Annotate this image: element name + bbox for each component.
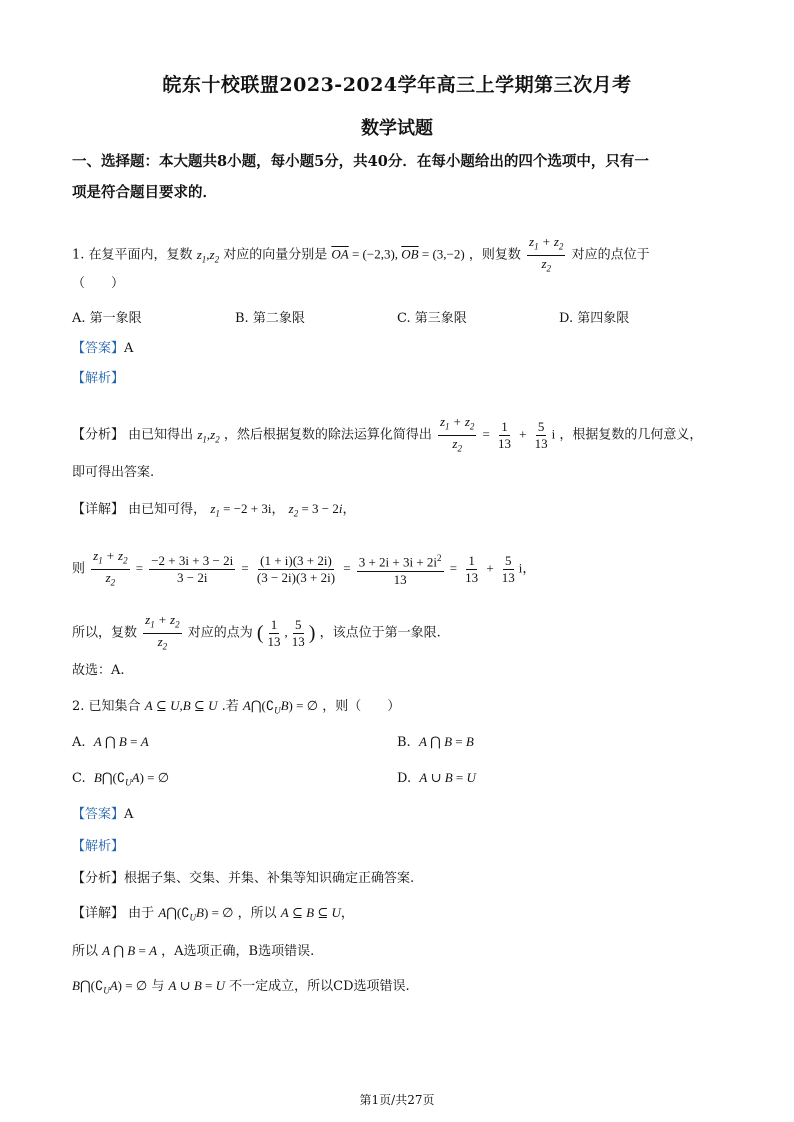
q2-text-c: ，则（ ）: [322, 699, 401, 714]
q1-stem: [72, 234, 650, 276]
detail-text-b: ，所以: [237, 906, 277, 921]
q1-z1z2: $z_1,z_2$: [196, 246, 220, 265]
calc-frac-2: $\frac{-2 + 3i + 3 - 2i}{3 - 2i}$: [151, 552, 234, 585]
fenxi-text-a: 由已知得出: [128, 427, 194, 443]
q2-fenxi: [72, 870, 414, 888]
page-footer: 第1页/共27页: [359, 1093, 435, 1107]
q2-condition: $A⋂(∁_UB)$ = ∅: [242, 698, 319, 716]
q1-text-c: ，则复数: [468, 247, 521, 263]
point-x: $\frac{1}{13}$: [267, 616, 281, 649]
q2-detail: 【详解】 由于 $A⋂(∁_UB)$ = ∅ ，所以 A ⊆ B ⊆ U，: [72, 905, 354, 923]
fenxi-text-c: ，根据复数的几何意义，: [559, 427, 703, 443]
q1-point: 所以，复数 $\frac{z_1 + z_2}{z_2}$ 对应的点为 ( $\frac{1}{13}$ , $\frac{5}{13}$ ) ，该点位于第一象限.: [72, 612, 441, 654]
gai-text: ，该点位于第一象限.: [319, 625, 441, 641]
fenxi-z1z2: $z_1,z_2$: [197, 426, 220, 445]
answer-value: A: [124, 341, 134, 356]
detail-text-a: 由已知可得，: [128, 502, 207, 517]
q1-fenxi-line2: 即可得出答案.: [72, 465, 155, 480]
calc-frac-5: $\frac{1}{13}$: [465, 552, 479, 585]
q1-number: 1.: [72, 247, 85, 263]
q2-option-b: B. A ⋂ B = B: [397, 734, 474, 750]
q1-text-b: 对应的向量分别是: [223, 247, 328, 263]
q2-detail-line2: 所以 A ⋂ B = A ，A选项正确，B选项错误.: [72, 943, 315, 959]
q2-option-a: A. A ⋂ B = A: [72, 734, 149, 750]
q2-number: 2.: [72, 699, 85, 714]
q1-option-c: C. 第三象限: [397, 311, 467, 326]
detail-z2: $z_2 = 3 - 2i$: [288, 501, 343, 519]
calc-frac-3: $\frac{(1 + i)(3 + 2i)}{(3 - 2i)(3 + 2i)}$: [256, 552, 336, 585]
exam-title: 皖东十校联盟2023-2024学年高三上学期第三次月考: [162, 74, 632, 96]
q2-text-b: .若: [221, 699, 239, 714]
detail-text-a: 由于: [128, 906, 155, 921]
q1-option-b: B. 第二象限: [235, 311, 305, 326]
q1-analysis-tag: 【解析】: [72, 371, 125, 386]
q1-detail: 【详解】 由已知可得， $z_1 = -2 + 3i$， $z_2 = 3 - 2i$，: [72, 501, 356, 519]
ze-label: 则: [72, 561, 86, 577]
detail-tag: 【详解】: [72, 502, 125, 517]
q1-fraction: $\frac{z_1 + z_2}{z_2}$: [529, 234, 564, 274]
section-heading-line1: 一、选择题：本大题共8小题，每小题5分，共40分．在每小题给出的四个选项中，只有一: [72, 153, 649, 170]
q1-text-d: 对应的点位于: [571, 247, 650, 263]
q1-vectors: $\overline{OA} = (-2,3)$, $\overline{OB} = (3,-2)$: [331, 246, 465, 262]
fenxi-frac-5-13: $\frac{5}{13}$: [534, 418, 548, 451]
q2-stem: [72, 697, 400, 720]
q2-detail-line3: $B⋂(∁_UA)$ = ∅ 与 A ∪ B = U 不一定成立，所以CD选项错误.: [72, 978, 410, 996]
calc-frac-1: $\frac{z_1 + z_2}{z_2}$: [93, 548, 128, 588]
q2-analysis-tag: 【解析】: [72, 839, 125, 854]
answer-value: A: [124, 807, 134, 822]
suoyi-text: 所以，复数: [72, 625, 138, 641]
q2-option-c: C. $B⋂(∁_UA)$ = ∅: [72, 770, 170, 788]
detail-z1: $z_1 = -2 + 3i$: [210, 501, 272, 519]
fenxi-tag: 【分析】: [72, 871, 125, 886]
calc-frac-6: $\frac{5}{13}$: [501, 552, 515, 585]
q1-paren: （ ）: [72, 276, 125, 291]
section-heading-line2: 项是符合题目要求的．: [72, 184, 217, 201]
fenxi-text-b: ，然后根据复数的除法运算化简得出: [223, 427, 432, 443]
q2-text-a: 已知集合: [88, 699, 141, 714]
q2-sets: A ⊆ U,B ⊆ U: [144, 698, 218, 713]
fenxi-tag: 【分析】: [72, 427, 125, 443]
exam-subtitle: 数学试题: [361, 118, 433, 139]
fenxi-frac-1-13: $\frac{1}{13}$: [498, 418, 512, 451]
q2-answer: [72, 806, 133, 824]
dui-text: 对应的点为: [187, 625, 253, 641]
q2-option-d: D. A ∪ B = U: [397, 770, 476, 786]
q1-computation: 则 $\frac{z_1 + z_2}{z_2}$ = $\frac{-2 + 3i + 3 - 2i}{3 - 2i}$ = $\frac{(1 + i)(3 + 2i)}{(3 - 2i)(3 + 2i)}$ = $\frac{3 + 2i + 3i + 2i^2}{13}$ = $\frac{1}{13}$ + $\frac{5}{13}$ i，: [72, 548, 535, 590]
q1-option-a: A. 第一象限: [72, 311, 142, 326]
q1-text-a: 在复平面内，复数: [88, 247, 193, 263]
fenxi-frac: $\frac{z_1 + z_2}{z_2}$: [439, 414, 475, 454]
q1-option-d: D. 第四象限: [559, 311, 630, 326]
point-frac: $\frac{z_1 + z_2}{z_2}$: [145, 612, 180, 652]
q1-conclusion: 故选：A.: [72, 663, 125, 678]
point-y: $\frac{5}{13}$: [291, 616, 305, 649]
answer-tag: 【答案】: [72, 807, 125, 822]
q1-fenxi: 【分析】 由已知得出 $z_1,z_2$ ，然后根据复数的除法运算化简得出 $\frac{z_1 + z_2}{z_2}$ = $\frac{1}{13}$ + $\frac{5}{13}$ i ，根据复数的几何意义，: [72, 414, 702, 456]
fenxi-text: 根据子集、交集、并集、补集等知识确定正确答案.: [124, 871, 415, 886]
answer-tag: 【答案】: [72, 341, 125, 356]
calc-frac-4: $\frac{3 + 2i + 3i + 2i^2}{13}$: [357, 550, 444, 587]
q1-answer: [72, 340, 133, 358]
detail-tag: 【详解】: [72, 906, 125, 921]
